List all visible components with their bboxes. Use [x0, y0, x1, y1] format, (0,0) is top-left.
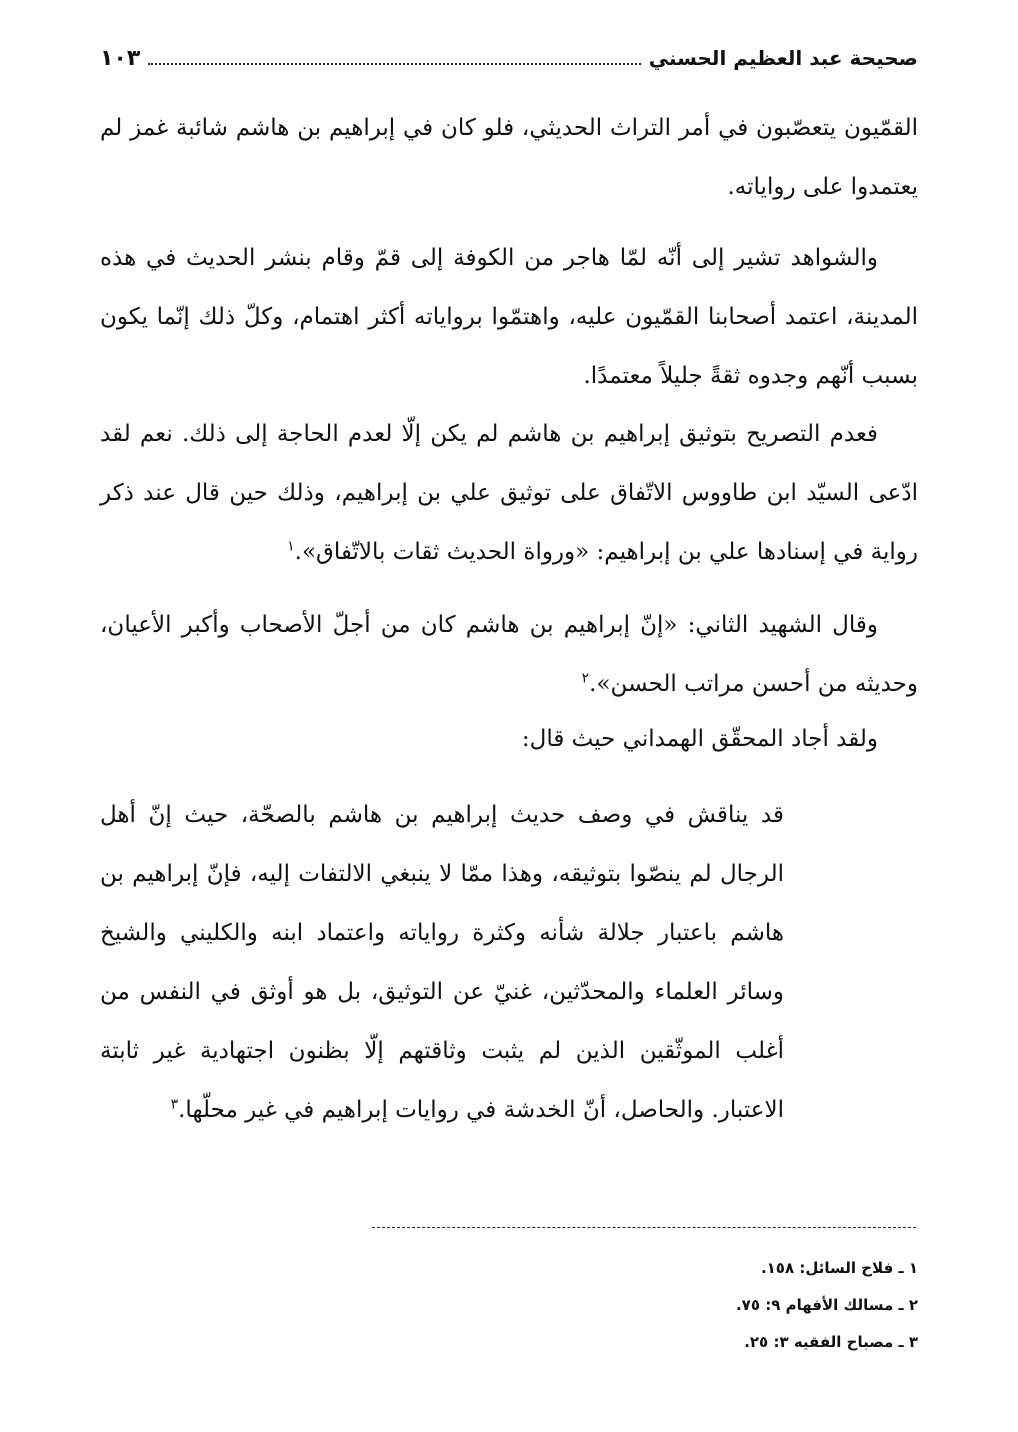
paragraph-3: [100, 405, 918, 582]
paragraph-4-text: وقال الشهيد الثاني: «إنّ إبراهيم بن هاشم كان من أجلّ الأصحاب وأكبر الأعيان، وحديثه من أحسن مراتب الحسن».: [100, 612, 918, 697]
paragraph-5-text: ولقد أجاد المحقّق الهمداني حيث قال:: [521, 726, 878, 752]
footnotes: [600, 1250, 918, 1361]
footnote-1: ١ ـ فلاح السائل: ١٥٨.: [760, 1259, 918, 1277]
header-dot-leader: [148, 63, 640, 65]
paragraph-5: [100, 710, 918, 769]
paragraph-2-text: والشواهد تشير إلى أنّه لمّا هاجر من الكوفة إلى قمّ وقام بنشر الحديث في هذه المدينة، اعتمد أصحابنا القمّيون عليه، واهتمّوا برواياته أكثر اهتمام، وكلّ ذلك إنّما يكون بسبب أنّهم وجدوه ثقةً جليلاً معتمدًا.: [100, 245, 918, 389]
paragraph-4: [100, 596, 918, 714]
paragraph-1-text: القمّيون يتعصّبون في أمر التراث الحديثي، فلو كان في إبراهيم بن هاشم شائبة غمز لم يعتمدوا على رواياته.: [100, 115, 918, 200]
running-title: صحيحة عبد العظيم الحسني: [648, 46, 918, 70]
footnote-2: ٢ ـ مسالك الأفهام ٩: ٧٥.: [735, 1296, 918, 1314]
footnote-separator: [372, 1227, 916, 1228]
paragraph-1: [100, 99, 918, 217]
paragraph-3-text: فعدم التصريح بتوثيق إبراهيم بن هاشم لم يكن إلّا لعدم الحاجة إلى ذلك. نعم لقد ادّعى السيّد ابن طاووس الاتّفاق على توثيق علي بن إبراهيم، وذلك حين قال عند ذكر رواية في إسنادها علي بن إبراهيم: «ورواة الحديث ثقات بالاتّفاق».: [100, 421, 918, 565]
footnote-ref-2[interactable]: ٢: [581, 670, 590, 687]
running-header: [100, 38, 918, 78]
footnote-ref-3[interactable]: ٣: [170, 1096, 179, 1113]
footnote-ref-1[interactable]: ١: [287, 538, 295, 555]
footnote-3: ٣ ـ مصباح الفقيه ٣: ٢٥.: [744, 1333, 918, 1351]
block-quote: [100, 786, 784, 1140]
paragraph-2: [100, 229, 918, 406]
block-quote-text: قد يناقش في وصف حديث إبراهيم بن هاشم بالصحّة، حيث إنّ أهل الرجال لم ينصّوا بتوثيقه، وهذا ممّا لا ينبغي الالتفات إليه، فإنّ إبراهيم بن هاشم باعتبار جلالة شأنه وكثرة رواياته واعتماد ابنه والكليني والشيخ وسائر العلماء والمحدّثين، غنيّ عن التوثيق، بل هو أوثق في النفس من أغلب الموثّقين الذين لم يثبت وثاقتهم إلّا بظنون اجتهادية غير ثابتة الاعتبار. والحاصل، أنّ الخدشة في روايات إبراهيم في غير محلّها.: [100, 802, 784, 1123]
page-number: ١٠٣: [100, 45, 141, 71]
